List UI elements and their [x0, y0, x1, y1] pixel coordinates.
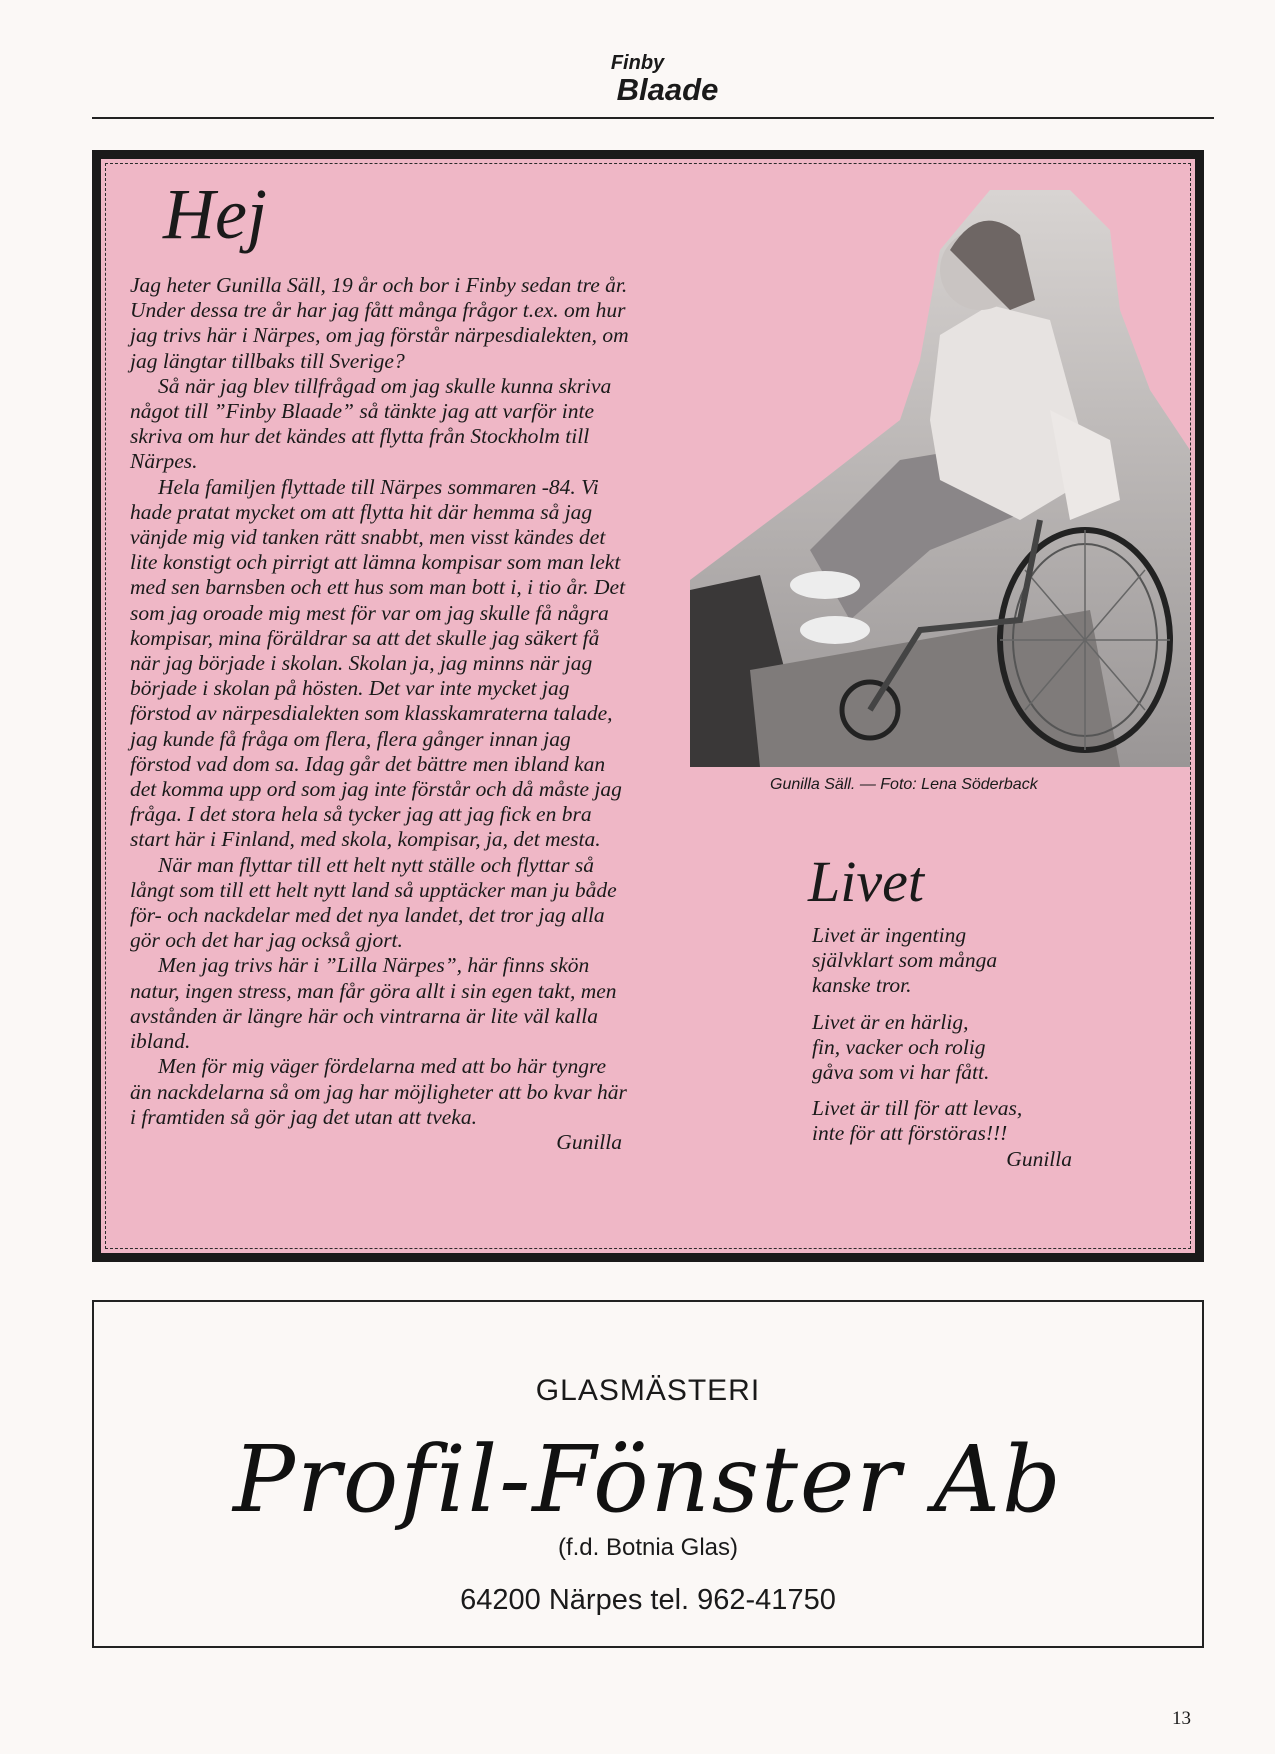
article-paragraph: Så när jag blev tillfrågad om jag skulle kunna skriva något till ”Finby Blaade” så tänkte jag att varför inte skriva om hur det kändes att flytta från Stockholm till Närpes. — [130, 373, 612, 474]
poem-line: Livet är ingenting — [812, 923, 967, 947]
article-paragraph: Men för mig väger fördelarna med att bo här tyngre än nackdelarna så om jag har möjligheter att bo kvar här i framtiden så gör jag det utan att tveka. — [130, 1054, 627, 1129]
wheelchair-photo — [690, 190, 1190, 767]
article-paragraph: Jag heter Gunilla Säll, 19 år och bor i Finby sedan tre år. Under dessa tre år har jag fått många frågor t.ex. om hur jag trivs här i Närpes, om jag förstår närpesdialekten, om jag längtar tillbaks till Sverige? — [130, 273, 629, 373]
masthead-top: Finby — [610, 52, 665, 74]
poem-line: självklart som många — [812, 948, 998, 973]
ad-former-name: (f.d. Botnia Glas) — [557, 1534, 739, 1561]
poem-line: Livet är en härlig, — [812, 1009, 969, 1034]
poem-line: gåva som vi har fått. — [812, 1060, 990, 1085]
article-paragraph: Hela familjen flyttade till Närpes sommaren -84. Vi hade pratat mycket om att flytta hit där hemma så jag vänjde mig vid tanken rätt snabbt, men visst kändes det lite konstigt och pirrigt att lämna kompisar som man lekt med sen barnsben och ett hus som man bott i, i tio år. Det som jag oroade mig mest för var om jag skulle få några kompisar, mina föräldrar sa att det skulle jag säkert få när jag började i skolan. Skolan ja, jag minns när jag började i skolan på hösten. Det var inte mycket jag förstod av närpesdialekten som klasskamraterna talade, jag kunde få fråga om flera, flera gånger innan jag förstod vad dom sa. Idag går det bättre men ibland kan det komma upp ord som jag inte förstår och då måste jag fråga. I det stora hela så tycker jag att jag fick en bra start här i Finland, med skola, kompisar, ja, det mesta. — [130, 474, 626, 852]
advertisement — [92, 1300, 1204, 1648]
article-paragraph: När man flyttar till ett helt nytt ställe och flyttar så långt som till ett helt nytt land så upptäcker man ju både för- och nackdelar med det nya landet, det tror jag alla gör och det har jag också gjort. — [130, 852, 617, 953]
ad-brand-logo: Profil-Fönster Ab — [233, 1426, 1063, 1533]
poem-body — [812, 923, 1072, 1183]
article-body — [130, 273, 630, 1155]
article-signature: Gunilla — [556, 1129, 622, 1154]
poem-line: kanske tror. — [812, 973, 912, 998]
poem-line: fin, vacker och rolig — [812, 1034, 986, 1059]
masthead — [0, 52, 1275, 106]
header-rule — [92, 117, 1214, 119]
masthead-title: Blaade — [616, 72, 719, 107]
poem-line: inte för att förstöras!!! — [812, 1121, 1008, 1146]
poem-stanza — [812, 923, 1072, 999]
ad-address: 64200 Närpes tel. 962-41750 — [460, 1584, 836, 1616]
article-paragraph: Men jag trivs här i ”Lilla Närpes”, här finns skön natur, ingen stress, man får göra allt i sin egen takt, men avstånden är längre här och vintrarna är lite väl kalla ibland. — [130, 953, 617, 1054]
poem-stanza — [812, 1010, 1072, 1086]
page-number: 13 — [1172, 1708, 1191, 1729]
poem-line: Livet är till för att levas, — [812, 1096, 1023, 1121]
article-title: Hej — [163, 174, 267, 254]
photo-caption: Gunilla Säll. — Foto: Lena Söderback — [770, 776, 1038, 793]
poem-title: Livet — [808, 849, 924, 914]
poem-stanza — [812, 1096, 1072, 1172]
ad-heading: GLASMÄSTERI — [535, 1374, 761, 1407]
poem-signature: Gunilla — [1006, 1146, 1072, 1171]
